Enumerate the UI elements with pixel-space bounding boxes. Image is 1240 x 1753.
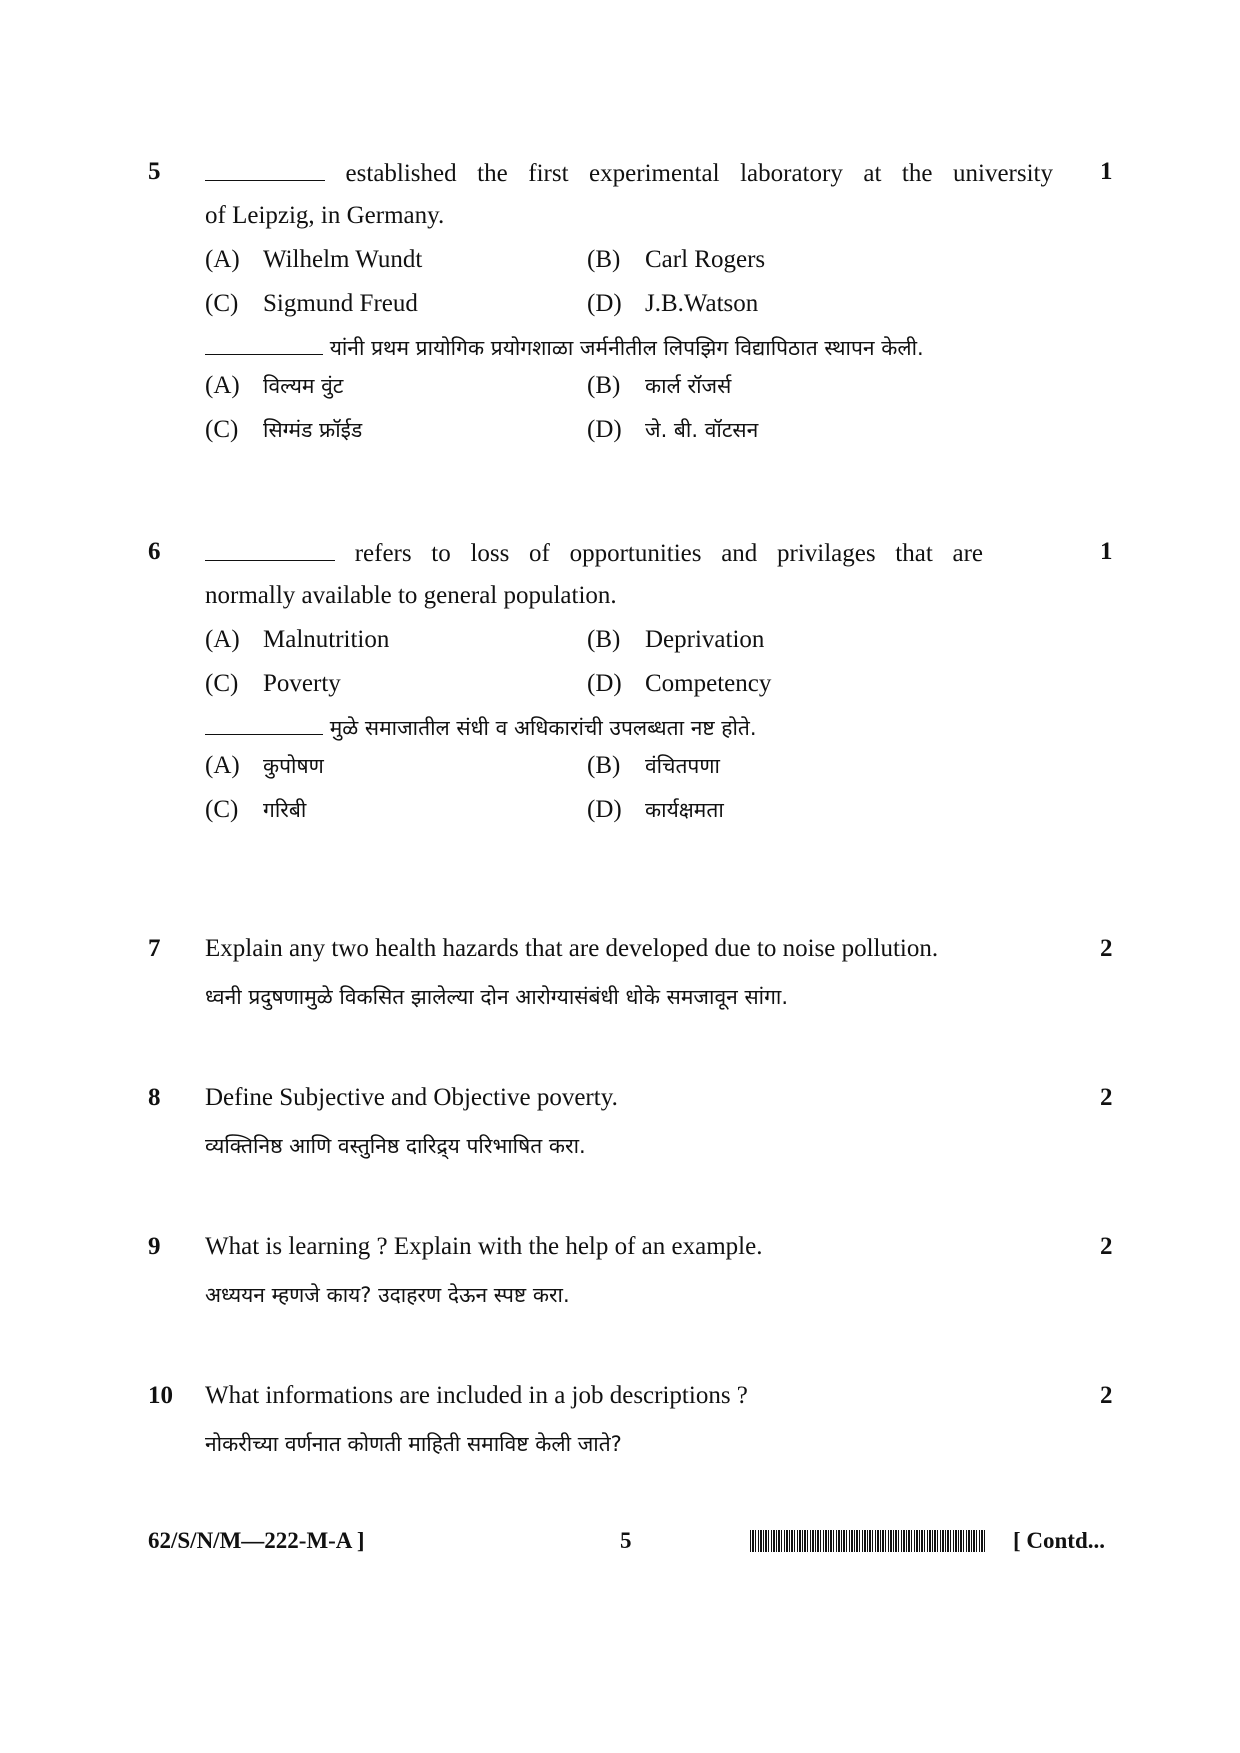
option-c-mr: (C) गरिबी: [205, 796, 307, 823]
option-a-mr: (A) विल्यम वुंट: [205, 372, 344, 399]
continued-label: [ Contd...: [1013, 1528, 1106, 1553]
question-marks: 2: [1100, 1084, 1113, 1111]
question-text-en: refers to loss of opportunities and privilages that are: [205, 538, 983, 568]
fill-blank: [205, 158, 325, 181]
page-footer: [0, 1522, 1240, 1562]
question-marks: 2: [1100, 935, 1113, 962]
question-number: 9: [148, 1233, 161, 1260]
option-c-en: (C) Poverty: [205, 670, 341, 697]
question-text-en: What informations are included in a job descriptions ?: [205, 1382, 748, 1409]
option-d-mr: (D) जे. बी. वॉटसन: [587, 416, 759, 443]
question-text-mr: ध्वनी प्रदुषणामुळे विकसित झालेल्या दोन आरोग्यासंबंधी धोके समजावून सांगा.: [205, 985, 789, 1009]
question-text-en-cont: of Leipzig, in Germany.: [205, 202, 445, 229]
question-text-en-cont: normally available to general population.: [205, 582, 617, 609]
question-number: 7: [148, 935, 161, 962]
page-number: 5: [620, 1528, 632, 1553]
question-text-en: established the first experimental laboratory at the university: [205, 158, 1053, 188]
question-text-en: Define Subjective and Objective poverty.: [205, 1084, 618, 1111]
question-text-en: Explain any two health hazards that are developed due to noise pollution.: [205, 935, 939, 962]
option-a-en: (A) Malnutrition: [205, 626, 390, 653]
option-a-mr: (A) कुपोषण: [205, 752, 324, 779]
fill-blank: [205, 538, 335, 561]
question-text-mr: व्यक्तिनिष्ठ आणि वस्तुनिष्ठ दारिद्र्य परिभाषित करा.: [205, 1134, 586, 1158]
option-d-en: (D) J.B.Watson: [587, 290, 759, 317]
question-number: 10: [148, 1382, 173, 1409]
option-b-mr: (B) वंचितपणा: [587, 752, 720, 779]
question-text-mr: अध्ययन म्हणजे काय? उदाहरण देऊन स्पष्ट करा.: [205, 1283, 570, 1307]
option-c-en: (C) Sigmund Freud: [205, 290, 418, 317]
question-text-mr: यांनी प्रथम प्रायोगिक प्रयोगशाळा जर्मनीतील लिपझिग विद्यापिठात स्थापन केली.: [205, 332, 924, 362]
fill-blank: [205, 712, 323, 735]
question-marks: 1: [1100, 538, 1113, 565]
option-b-en: (B) Deprivation: [587, 626, 765, 653]
option-d-mr: (D) कार्यक्षमता: [587, 796, 724, 823]
question-number: 6: [148, 538, 161, 565]
question-number: 8: [148, 1084, 161, 1111]
option-b-en: (B) Carl Rogers: [587, 246, 766, 273]
question-marks: 2: [1100, 1382, 1113, 1409]
question-text-mr: नोकरीच्या वर्णनात कोणती माहिती समाविष्ट केली जाते?: [205, 1432, 622, 1456]
question-text-en: What is learning ? Explain with the help of an example.: [205, 1233, 763, 1260]
question-text-mr: मुळे समाजातील संधी व अधिकारांची उपलब्धता नष्ट होते.: [205, 712, 757, 742]
paper-code: 62/S/N/M—222-M-A ]: [148, 1528, 365, 1553]
option-a-en: (A) Wilhelm Wundt: [205, 246, 423, 273]
barcode-icon: [750, 1530, 986, 1552]
question-number: 5: [148, 158, 161, 185]
fill-blank: [205, 332, 323, 355]
question-marks: 1: [1100, 158, 1113, 185]
question-marks: 2: [1100, 1233, 1113, 1260]
option-b-mr: (B) कार्ल रॉजर्स: [587, 372, 732, 399]
option-c-mr: (C) सिग्मंड फ्रॉईड: [205, 416, 363, 443]
option-d-en: (D) Competency: [587, 670, 772, 697]
